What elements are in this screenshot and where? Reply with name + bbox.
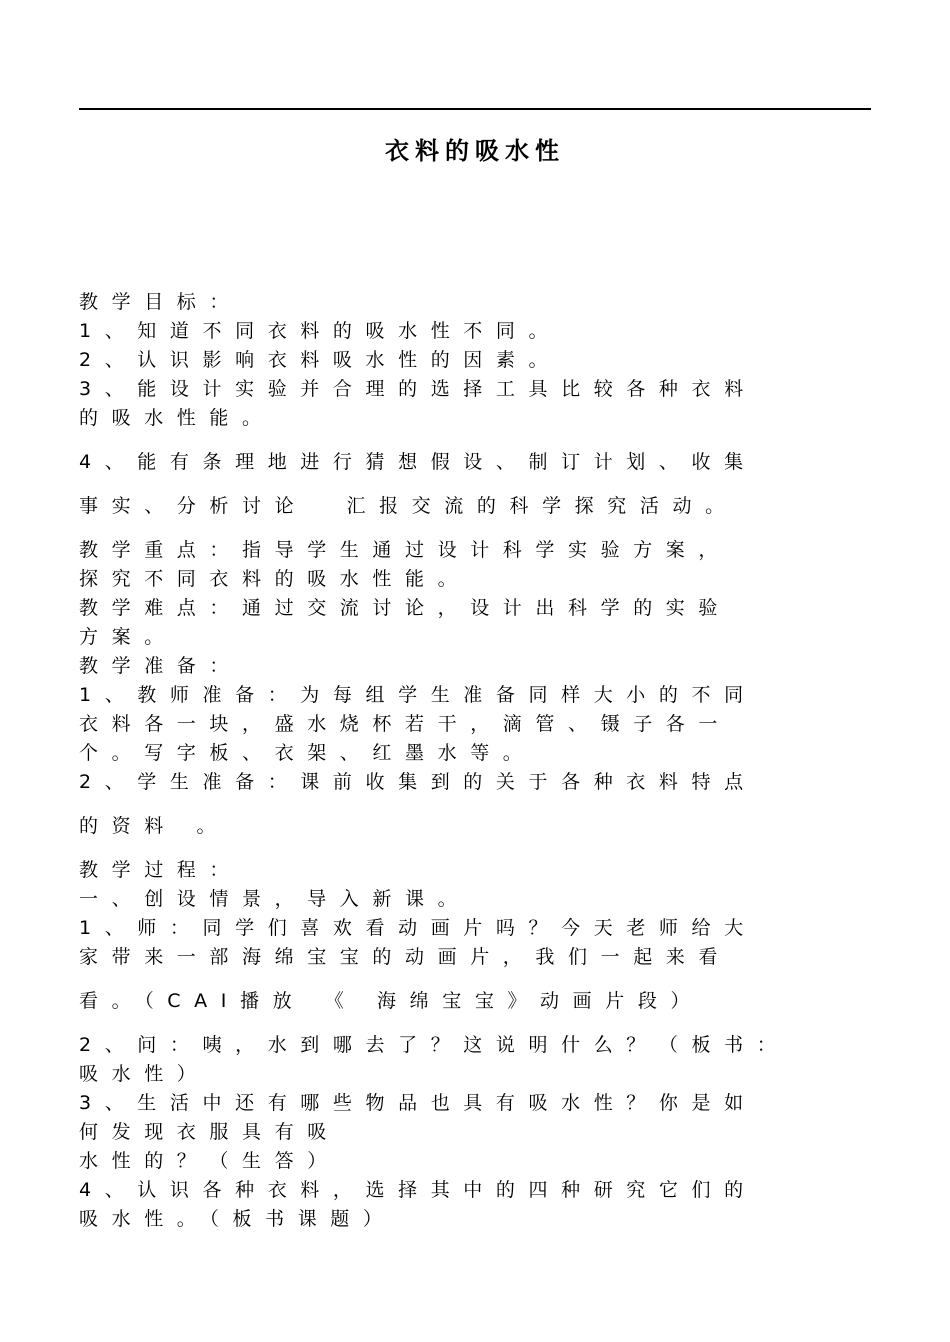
objective-line: 的吸水性能。 (79, 407, 275, 429)
key-point-line: 教学重点：指导学生通过设计科学实验方案， (79, 539, 732, 561)
process-line: 看。（CAI播放 《 海绵宝宝》动画片段） (79, 990, 704, 1012)
preparation-line: 衣料各一块，盛水烧杯若干，滴管、镊子各一 (79, 713, 732, 735)
objective-line: 1、知道不同衣料的吸水性不同。 (79, 320, 562, 342)
process-line: 2、问：咦，水到哪去了？这说明什么？（板书： (79, 1034, 790, 1056)
document-body (79, 288, 869, 1234)
preparation-line: 的资料 。 (79, 815, 230, 837)
difficulty-line: 教学难点：通过交流讨论，设计出科学的实验 (79, 597, 732, 619)
difficulty-line: 方案。 (79, 626, 177, 648)
process-line: 吸水性） (79, 1063, 210, 1085)
objective-line: 事实、分析讨论 汇报交流的科学探究活动。 (79, 495, 738, 517)
section-heading-process: 教学过程： (79, 859, 243, 881)
process-line: 1、师：同学们喜欢看动画片吗？今天老师给大 (79, 917, 757, 939)
process-line: 何发现衣服具有吸 (79, 1121, 340, 1143)
preparation-line: 个。写字板、衣架、红墨水等。 (79, 742, 536, 764)
objective-line: 4、能有条理地进行猜想假设、制订计划、收集 (79, 451, 757, 473)
process-line: 吸水性。（板书课题） (79, 1208, 396, 1230)
preparation-line: 1、教师准备：为每组学生准备同样大小的不同 (79, 684, 757, 706)
key-point-line: 探究不同衣料的吸水性能。 (79, 568, 471, 590)
document-title: 衣料的吸水性 (385, 137, 565, 165)
header-rule (79, 108, 871, 110)
objective-line: 2、认识影响衣料吸水性的因素。 (79, 349, 562, 371)
process-line: 4、认识各种衣料，选择其中的四种研究它们的 (79, 1179, 757, 1201)
process-line: 3、生活中还有哪些物品也具有吸水性？你是如 (79, 1092, 757, 1114)
section-heading-preparation: 教学准备： (79, 655, 243, 677)
objective-line: 3、能设计实验并合理的选择工具比较各种衣料 (79, 378, 757, 400)
process-line: 水性的？（生答） (79, 1150, 340, 1172)
preparation-line: 2、学生准备：课前收集到的关于各种衣料特点 (79, 771, 757, 793)
process-line: 家带来一部海绵宝宝的动画片，我们一起来看 (79, 946, 732, 968)
process-line: 一、创设情景，导入新课。 (79, 888, 471, 910)
section-heading-objectives: 教学目标： (79, 291, 243, 313)
